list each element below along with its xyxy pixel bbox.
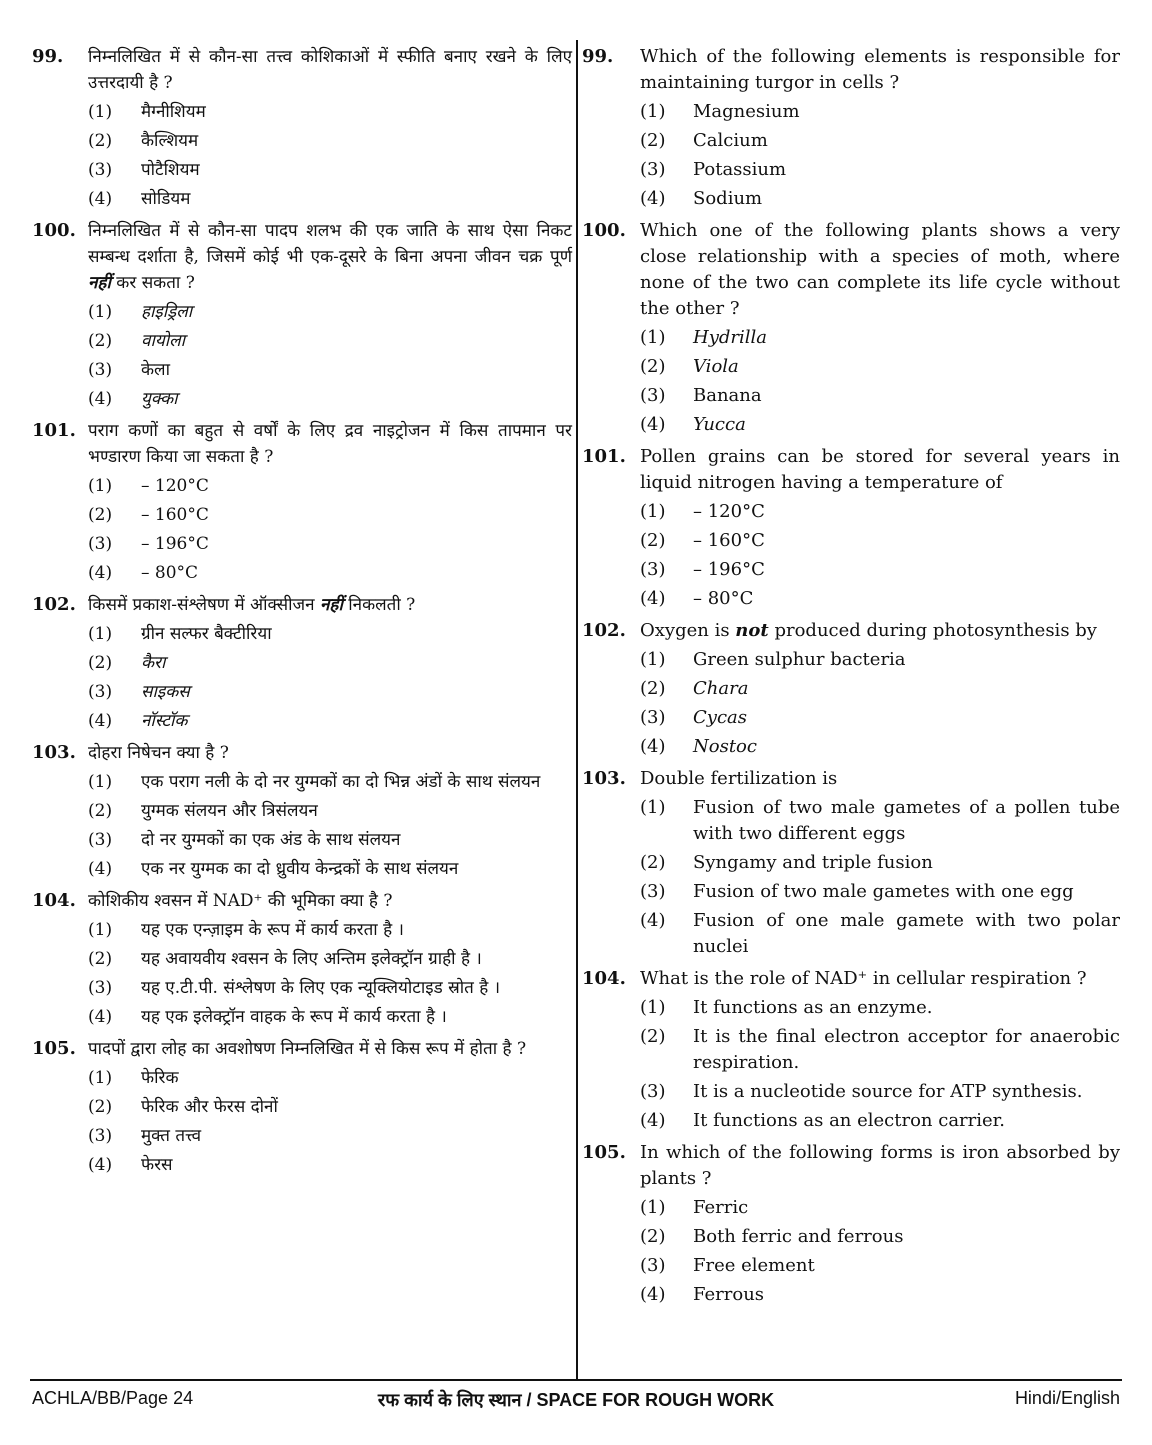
- question-number: 100.: [582, 220, 626, 241]
- option-number: (4): [640, 588, 666, 609]
- option-text: Calcium: [693, 130, 768, 151]
- option-text: Nostoc: [693, 736, 757, 757]
- question-105-hi: [32, 1036, 572, 1178]
- option: [88, 679, 572, 705]
- option-text: Fusion of two male gametes with one egg: [693, 881, 1074, 902]
- option-text: Potassium: [693, 159, 787, 180]
- option-number: (1): [88, 920, 113, 940]
- page-footer: [32, 1388, 1120, 1416]
- option-number: (2): [88, 801, 113, 821]
- question-text: [88, 218, 572, 296]
- option-text: यह अवायवीय श्वसन के लिए अन्तिम इलेक्ट्रॉन ग्राही है ।: [141, 949, 482, 969]
- option-number: (1): [640, 997, 666, 1018]
- option-text: फेरिक और फेरस दोनों: [141, 1097, 278, 1117]
- option-text: सोडियम: [141, 189, 191, 209]
- option-text: It is a nucleotide source for ATP synthesis.: [693, 1081, 1083, 1102]
- question-text: Pollen grains can be stored for several years in liquid nitrogen having a temperature of: [640, 446, 1120, 493]
- question-text: पराग कणों का बहुत से वर्षों के लिए द्रव नाइट्रोजन में किस तापमान पर भण्डारण किया जा सकता है ?: [88, 421, 572, 467]
- option-text: साइकस: [141, 682, 190, 702]
- option: [640, 186, 1120, 212]
- option-number: (2): [640, 530, 666, 551]
- option: [88, 1094, 572, 1120]
- question-text: दोहरा निषेचन क्या है ?: [88, 743, 229, 763]
- option-number: (4): [640, 910, 666, 931]
- option-text: पोटैशियम: [141, 160, 200, 180]
- option-number: (2): [88, 131, 113, 151]
- option-number: (3): [88, 682, 113, 702]
- option-text: दो नर युग्मकों का एक अंड के साथ संलयन: [141, 830, 401, 850]
- option: [88, 186, 572, 212]
- option: [640, 795, 1120, 847]
- option-text: It is the final electron acceptor for anaerobic respiration.: [693, 1026, 1120, 1073]
- option-text: फेरस: [141, 1155, 173, 1175]
- option-number: (4): [640, 414, 666, 435]
- option: [88, 621, 572, 647]
- option: [640, 1195, 1120, 1221]
- option: [640, 354, 1120, 380]
- question-number: 105.: [32, 1038, 76, 1059]
- option-number: (4): [88, 859, 113, 879]
- option: [88, 1123, 572, 1149]
- option-number: (2): [640, 1026, 666, 1047]
- option-number: (4): [88, 1007, 113, 1027]
- option-number: (4): [88, 711, 113, 731]
- option-number: (1): [640, 649, 666, 670]
- option-number: (3): [640, 559, 666, 580]
- option: [88, 128, 572, 154]
- question-text: Double fertilization is: [640, 768, 838, 789]
- option: [640, 850, 1120, 876]
- option-text: Cycas: [693, 707, 747, 728]
- question-103-hi: [32, 740, 572, 882]
- question-text: [88, 592, 572, 618]
- option-number: (3): [640, 1081, 666, 1102]
- option-text: Fusion of one male gamete with two polar nuclei: [693, 910, 1120, 957]
- option: [640, 676, 1120, 702]
- option-number: (1): [88, 772, 113, 792]
- question-text: पादपों द्वारा लोह का अवशोषण निम्नलिखित में से किस रूप में होता है ?: [88, 1039, 527, 1059]
- option-text: एक पराग नली के दो नर युग्मकों का दो भिन्न अंडों के साथ संलयन: [141, 772, 541, 792]
- option: [88, 1004, 572, 1030]
- option: [640, 528, 1120, 554]
- option-text: Sodium: [693, 188, 763, 209]
- question-number: 102.: [582, 620, 626, 641]
- option-number: (3): [88, 160, 113, 180]
- option: [88, 328, 572, 354]
- question-102-hi: [32, 592, 572, 734]
- option-text: कैल्शियम: [141, 131, 199, 151]
- option-text: वायोला: [141, 331, 186, 351]
- question-text-part: किसमें प्रकाश-संश्लेषण में ऑक्सीजन: [88, 595, 315, 615]
- question-number: 102.: [32, 594, 76, 615]
- question-number: 105.: [582, 1142, 626, 1163]
- option-text: Both ferric and ferrous: [693, 1226, 904, 1247]
- question-number: 101.: [582, 446, 626, 467]
- option-text: नॉस्टॉक: [141, 711, 188, 731]
- option-number: (4): [640, 1110, 666, 1131]
- question-text-part: निकलती ?: [348, 595, 416, 615]
- option: [640, 705, 1120, 731]
- option-number: (3): [640, 881, 666, 902]
- option: [88, 975, 572, 1001]
- question-text: [640, 618, 1120, 644]
- option-number: (3): [640, 385, 666, 406]
- option: [88, 473, 572, 499]
- option-number: (1): [88, 302, 113, 322]
- option: [88, 99, 572, 125]
- option: [640, 1108, 1120, 1134]
- option: [88, 827, 572, 853]
- question-text: Which of the following elements is responsible for maintaining turgor in cells ?: [640, 46, 1120, 93]
- option: [640, 1024, 1120, 1076]
- english-column: [582, 44, 1120, 1314]
- option-number: (1): [640, 501, 666, 522]
- option-text: हाइड्रिला: [141, 302, 193, 322]
- option-number: (2): [88, 653, 113, 673]
- option: [640, 647, 1120, 673]
- question-text: What is the role of NAD⁺ in cellular respiration ?: [640, 968, 1087, 989]
- option-number: (1): [640, 101, 666, 122]
- option: [640, 499, 1120, 525]
- option-number: (2): [88, 1097, 113, 1117]
- rough-work-label: रफ कार्य के लिए स्थान / SPACE FOR ROUGH WORK: [377, 1390, 775, 1410]
- option: [88, 1065, 572, 1091]
- option-number: (1): [88, 1068, 113, 1088]
- question-text: कोशिकीय श्वसन में NAD⁺ की भूमिका क्या है ?: [88, 891, 393, 911]
- question-text-part: निम्नलिखित में से कौन-सा पादप शलभ की एक जाति के साथ ऐसा निकट सम्बन्ध दर्शाता है, जिसमें कोई भी एक-दूसरे के बिना अपना जीवन चक्र पूर्ण: [88, 221, 572, 267]
- option: [640, 99, 1120, 125]
- question-number: 99.: [582, 46, 614, 67]
- question-text: In which of the following forms is iron absorbed by plants ?: [640, 1142, 1120, 1189]
- option-number: (2): [640, 130, 666, 151]
- question-text-part: Oxygen is: [640, 620, 730, 641]
- question-number: 99.: [32, 46, 64, 67]
- option-text: Magnesium: [693, 101, 800, 122]
- option: [640, 128, 1120, 154]
- option-number: (2): [640, 1226, 666, 1247]
- question-100-hi: [32, 218, 572, 412]
- option-number: (1): [88, 476, 113, 496]
- option-number: (1): [640, 797, 666, 818]
- option-text: ग्रीन सल्फर बैक्टीरिया: [141, 624, 272, 644]
- option-text: युग्मक संलयन और त्रिसंलयन: [141, 801, 318, 821]
- option: [88, 386, 572, 412]
- option-number: (4): [640, 188, 666, 209]
- option-number: (3): [640, 1255, 666, 1276]
- option: [88, 502, 572, 528]
- question-101-hi: [32, 418, 572, 586]
- option-number: (4): [640, 736, 666, 757]
- question-101-en: [582, 444, 1120, 612]
- option: [88, 650, 572, 676]
- option-text: – 160°C: [693, 530, 765, 551]
- option-text: Hydrilla: [693, 327, 767, 348]
- question-number: 100.: [32, 220, 76, 241]
- option: [640, 995, 1120, 1021]
- option: [640, 1079, 1120, 1105]
- option-number: (2): [640, 852, 666, 873]
- option-number: (3): [88, 830, 113, 850]
- option-number: (1): [640, 327, 666, 348]
- option-number: (3): [88, 534, 113, 554]
- option: [88, 357, 572, 383]
- option-text: यह एक इलेक्ट्रॉन वाहक के रूप में कार्य करता है ।: [141, 1007, 447, 1027]
- option: [88, 946, 572, 972]
- option-number: (3): [88, 360, 113, 380]
- option: [88, 917, 572, 943]
- option: [88, 531, 572, 557]
- option-text: It functions as an electron carrier.: [693, 1110, 1006, 1131]
- option-number: (2): [640, 356, 666, 377]
- option: [640, 557, 1120, 583]
- question-104-hi: [32, 888, 572, 1030]
- option-text: Ferrous: [693, 1284, 765, 1305]
- emphasis: नहीं: [319, 595, 343, 615]
- option-number: (2): [88, 949, 113, 969]
- question-99-en: [582, 44, 1120, 212]
- question-text-part: produced during photosynthesis by: [774, 620, 1097, 641]
- question-text: Which one of the following plants shows a very close relationship with a species of moth, where none of the two can complete its life cycle without the other ?: [640, 220, 1120, 319]
- option-number: (2): [640, 678, 666, 699]
- option-text: – 196°C: [141, 534, 209, 554]
- hindi-column: [32, 44, 572, 1184]
- option-text: मुक्त तत्त्व: [141, 1126, 202, 1146]
- option-text: Viola: [693, 356, 739, 377]
- option: [88, 769, 572, 795]
- option-text: – 120°C: [141, 476, 209, 496]
- question-105-en: [582, 1140, 1120, 1308]
- option-number: (2): [88, 505, 113, 525]
- option-text: युक्का: [141, 389, 178, 409]
- option-number: (4): [640, 1284, 666, 1305]
- question-number: 104.: [582, 968, 626, 989]
- option-text: Green sulphur bacteria: [693, 649, 906, 670]
- language-label: Hindi/English: [1014, 1388, 1120, 1408]
- option-text: कैरा: [141, 653, 166, 673]
- option: [88, 299, 572, 325]
- question-100-en: [582, 218, 1120, 438]
- column-divider: [576, 40, 578, 1379]
- option-text: Syngamy and triple fusion: [693, 852, 933, 873]
- option-number: (4): [88, 563, 113, 583]
- option-number: (1): [88, 102, 113, 122]
- footer-rule: [30, 1379, 1122, 1381]
- option: [640, 1282, 1120, 1308]
- option: [640, 734, 1120, 760]
- option: [640, 157, 1120, 183]
- option-text: Chara: [693, 678, 749, 699]
- question-number: 104.: [32, 890, 76, 911]
- option: [640, 1224, 1120, 1250]
- option-text: – 80°C: [693, 588, 754, 609]
- option-number: (1): [88, 624, 113, 644]
- option-number: (2): [88, 331, 113, 351]
- option-number: (1): [640, 1197, 666, 1218]
- option-text: Fusion of two male gametes of a pollen tube with two different eggs: [693, 797, 1120, 844]
- option-text: Yucca: [693, 414, 746, 435]
- option-text: केला: [141, 360, 170, 380]
- option: [88, 708, 572, 734]
- option-text: Free element: [693, 1255, 815, 1276]
- question-99-hi: [32, 44, 572, 212]
- option: [640, 908, 1120, 960]
- option-text: यह एक एन्ज़ाइम के रूप में कार्य करता है ।: [141, 920, 404, 940]
- option-number: (4): [88, 189, 113, 209]
- option-number: (3): [640, 707, 666, 728]
- option: [88, 798, 572, 824]
- option-text: फेरिक: [141, 1068, 179, 1088]
- option: [88, 560, 572, 586]
- option-text: – 80°C: [141, 563, 199, 583]
- question-102-en: [582, 618, 1120, 760]
- emphasis: not: [735, 620, 769, 641]
- option-text: Banana: [693, 385, 762, 406]
- option-text: – 160°C: [141, 505, 209, 525]
- option-number: (4): [88, 1155, 113, 1175]
- option: [88, 157, 572, 183]
- question-text: निम्नलिखित में से कौन-सा तत्त्व कोशिकाओं में स्फीति बनाए रखने के लिए उत्तरदायी है ?: [88, 47, 572, 93]
- question-104-en: [582, 966, 1120, 1134]
- question-number: 103.: [32, 742, 76, 763]
- option-text: यह ए.टी.पी. संश्लेषण के लिए एक न्यूक्लियोटाइड स्रोत है ।: [141, 978, 501, 998]
- page-code: ACHLA/BB/Page 24: [32, 1388, 194, 1408]
- option-text: मैग्नीशियम: [141, 102, 206, 122]
- option-text: – 120°C: [693, 501, 765, 522]
- question-text-part: कर सकता ?: [116, 273, 195, 293]
- question-number: 103.: [582, 768, 626, 789]
- option-text: एक नर युग्मक का दो ध्रुवीय केन्द्रकों के साथ संलयन: [141, 859, 459, 879]
- option-number: (3): [640, 159, 666, 180]
- option: [88, 1152, 572, 1178]
- option: [640, 879, 1120, 905]
- option: [640, 412, 1120, 438]
- option-text: Ferric: [693, 1197, 749, 1218]
- option: [88, 856, 572, 882]
- question-number: 101.: [32, 420, 76, 441]
- option: [640, 586, 1120, 612]
- option: [640, 1253, 1120, 1279]
- option: [640, 383, 1120, 409]
- option-number: (4): [88, 389, 113, 409]
- option-number: (3): [88, 1126, 113, 1146]
- option-number: (3): [88, 978, 113, 998]
- emphasis: नहीं: [88, 273, 111, 293]
- option: [640, 325, 1120, 351]
- option-text: – 196°C: [693, 559, 765, 580]
- question-103-en: [582, 766, 1120, 960]
- option-text: It functions as an enzyme.: [693, 997, 933, 1018]
